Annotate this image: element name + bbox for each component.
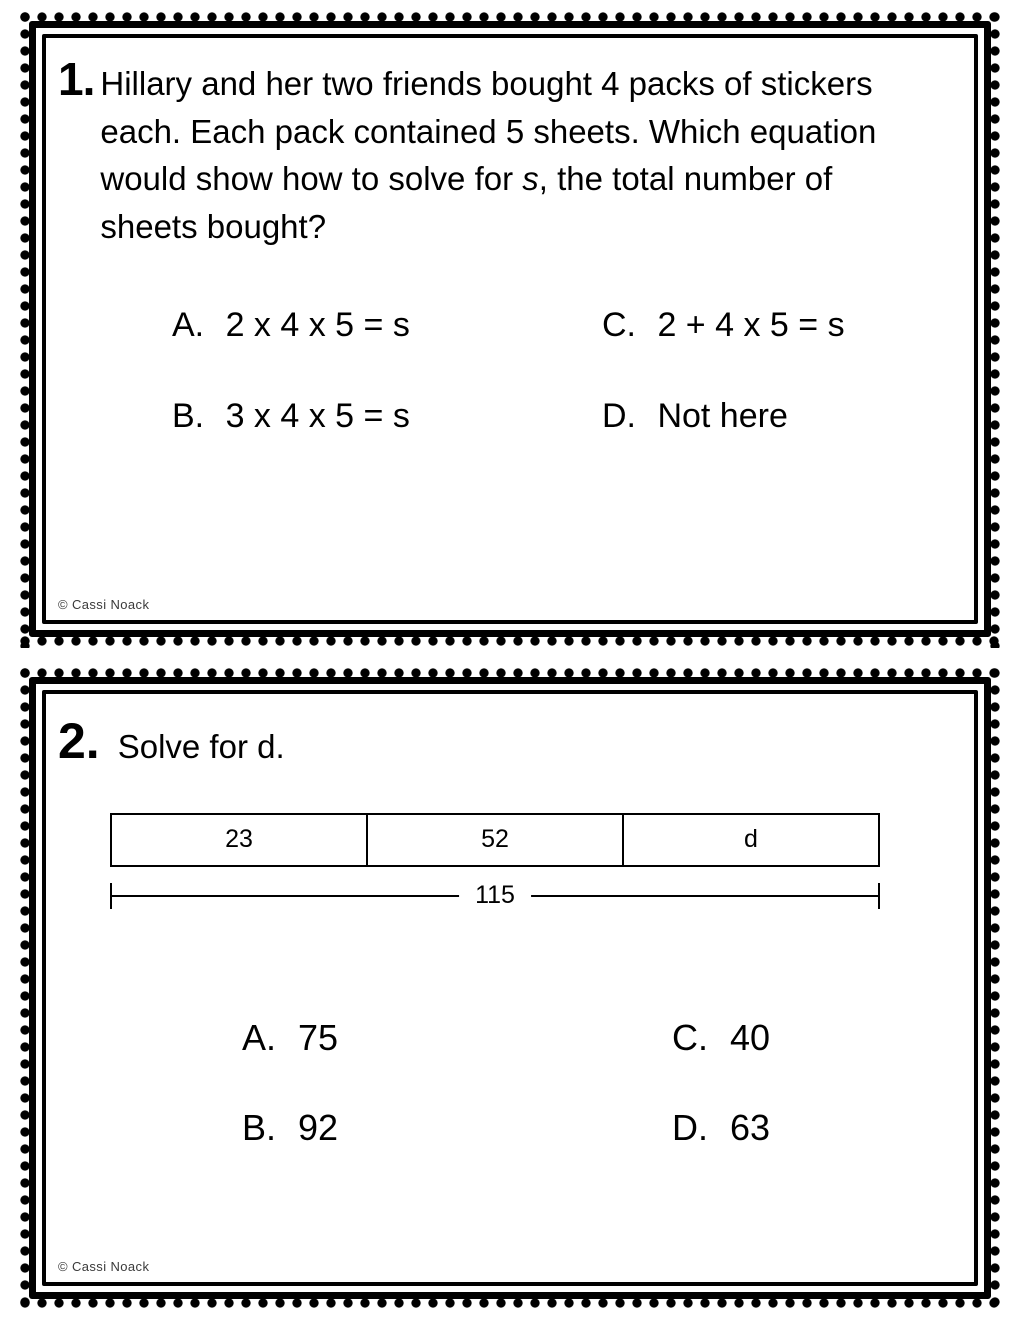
choice-1-c-label: C.	[602, 306, 636, 345]
choice-2-b[interactable]	[242, 1107, 672, 1149]
choice-2-c-label: C.	[672, 1016, 708, 1058]
task-card-1-body	[52, 42, 968, 616]
choice-2-d[interactable]	[672, 1107, 968, 1149]
question-2-choices	[52, 1017, 968, 1149]
choice-1-c[interactable]	[602, 306, 968, 345]
question-1-number: 1.	[58, 53, 95, 105]
question-2-stem-end: .	[275, 728, 285, 765]
choice-1-a[interactable]	[172, 306, 602, 345]
question-1-header	[52, 42, 968, 250]
task-card-2-body	[52, 698, 968, 1278]
credit-line-card-1: © Cassi Noack	[58, 597, 150, 612]
credit-line-card-2: © Cassi Noack	[58, 1259, 150, 1274]
choice-2-a[interactable]	[242, 1017, 672, 1059]
question-1-stem	[100, 42, 930, 250]
choice-2-c-text: 40	[730, 1016, 771, 1058]
choice-2-d-text: 63	[730, 1106, 771, 1148]
question-2-stem-lead: Solve for	[117, 728, 258, 765]
choice-1-a-label: A.	[172, 306, 205, 345]
choice-2-d-label: D.	[672, 1106, 708, 1148]
bracket-right-tick	[878, 883, 880, 909]
strip-total-bracket	[110, 881, 880, 921]
choice-2-c[interactable]	[672, 1017, 968, 1059]
strip-cell-2: 52	[368, 815, 624, 865]
strip-parts-row	[110, 813, 880, 867]
variable-s: s	[522, 160, 539, 198]
choice-2-a-label: A.	[242, 1016, 277, 1058]
question-2-stem	[118, 698, 285, 769]
choice-2-b-label: B.	[242, 1106, 277, 1148]
question-2-header	[52, 698, 968, 769]
choice-1-d-text: Not here	[657, 397, 788, 436]
question-2-number: 2.	[58, 713, 100, 769]
strip-diagram	[110, 813, 880, 921]
choice-1-b-text: 3 x 4 x 5 = s	[225, 397, 410, 436]
question-1-choices	[52, 306, 968, 436]
choice-2-a-text: 75	[298, 1016, 339, 1058]
strip-cell-3: d	[744, 825, 758, 854]
choice-1-b-label: B.	[172, 397, 205, 436]
choice-1-d[interactable]	[602, 397, 968, 436]
strip-cell-1: 23	[112, 815, 368, 865]
task-card-1	[18, 10, 1002, 648]
choice-1-d-label: D.	[602, 397, 636, 436]
task-card-2	[18, 666, 1002, 1310]
choice-2-b-text: 92	[298, 1106, 339, 1148]
question-1-stem-run-2: , the total number of sheets bought?	[100, 160, 833, 245]
choice-1-c-text: 2 + 4 x 5 = s	[657, 306, 845, 345]
choice-1-b[interactable]	[172, 397, 602, 436]
choice-1-a-text: 2 x 4 x 5 = s	[225, 306, 410, 345]
strip-total-value: 115	[459, 881, 531, 909]
variable-d: d	[257, 728, 276, 765]
question-1-stem-run-0: Hillary and her two friends bought 4 packs of stickers each. Each pack contained 5 sheets. Which equation would show how to solve for	[100, 65, 877, 198]
